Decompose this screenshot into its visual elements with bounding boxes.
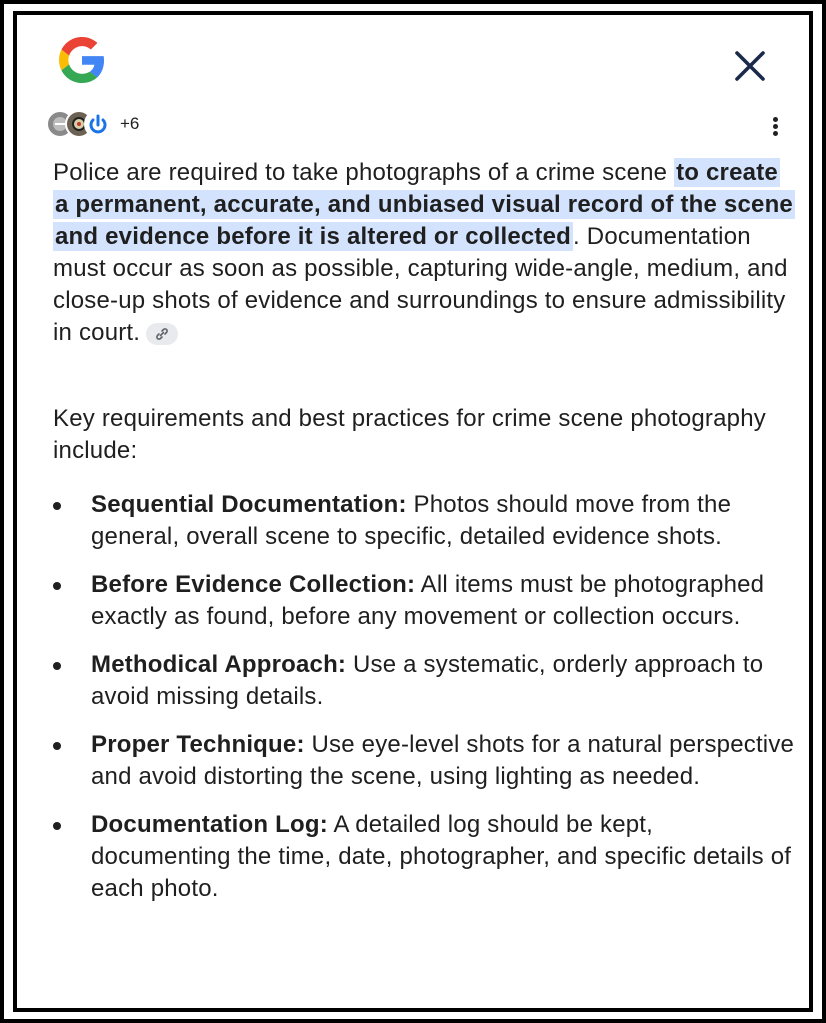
- item-text: Use a systematic, orderly approach to avoid missing details.: [91, 651, 764, 710]
- highlighted-text: to create a permanent, accurate, and unbiased visual record of the scene and evidence before it is altered or collected: [55, 159, 793, 250]
- more-sources-count[interactable]: +6: [120, 114, 140, 133]
- list-item: [53, 729, 795, 793]
- answer-intro: [53, 157, 795, 349]
- link-icon[interactable]: [146, 323, 178, 345]
- more-vert-icon[interactable]: [769, 115, 781, 141]
- list-item: [53, 649, 795, 713]
- source-avatar-icon[interactable]: [84, 110, 112, 138]
- google-g-logo: [53, 37, 111, 83]
- bullet-icon: [53, 502, 61, 510]
- intro-text-continued: . Documentation must occur as soon as possible, capturing wide-angle, medium, and close-up shots of evidence and surroundings to ensure admissibility in court.: [53, 223, 788, 346]
- bullet-icon: [53, 662, 61, 670]
- item-term: Sequential Documentation:: [91, 491, 407, 518]
- item-text: Photos should move from the general, overall scene to specific, detailed evidence shots.: [91, 491, 732, 550]
- close-icon[interactable]: [733, 49, 767, 83]
- item-text: All items must be photographed exactly as found, before any movement or collection occurs.: [91, 571, 765, 630]
- item-term: Documentation Log:: [91, 811, 328, 838]
- list-item: [53, 809, 795, 905]
- panel-border: [13, 11, 813, 1012]
- screenshot-frame: [4, 4, 822, 1019]
- intro-text: Police are required to take photographs of a crime scene: [53, 159, 668, 186]
- subheading: Key requirements and best practices for crime scene photography include:: [53, 405, 766, 464]
- item-term: Proper Technique:: [91, 731, 305, 758]
- requirements-list: [53, 489, 795, 921]
- bullet-icon: [53, 582, 61, 590]
- item-term: Methodical Approach:: [91, 651, 347, 678]
- source-avatars[interactable]: [46, 108, 139, 140]
- bullet-icon: [53, 822, 61, 830]
- item-term: Before Evidence Collection:: [91, 571, 416, 598]
- list-item: [53, 489, 795, 553]
- ai-overview-panel: [25, 15, 805, 1008]
- item-text: A detailed log should be kept, documenting the time, date, photographer, and specific details of each photo.: [91, 811, 792, 902]
- list-item: [53, 569, 795, 633]
- bullet-icon: [53, 742, 61, 750]
- item-text: Use eye-level shots for a natural perspective and avoid distorting the scene, using lighting as needed.: [91, 731, 795, 790]
